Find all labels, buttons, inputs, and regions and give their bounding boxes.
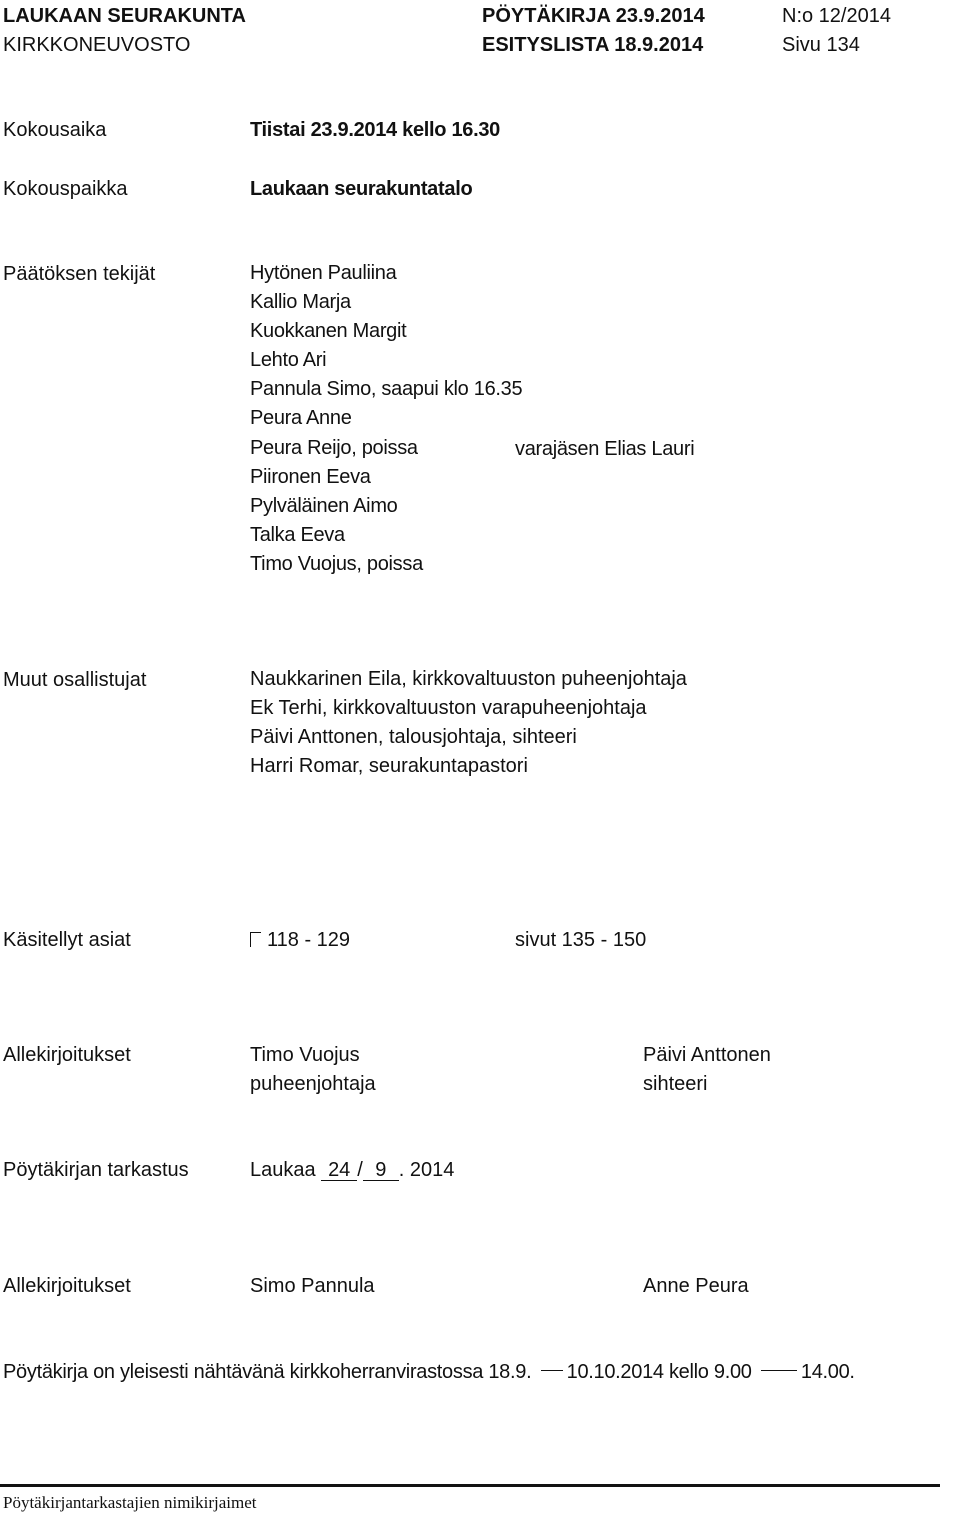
review-label: Pöytäkirjan tarkastus [3,1159,189,1181]
public-notice-text: Pöytäkirja on yleisesti nähtävänä kirkkoherranvirastossa 18.9. [3,1361,532,1383]
meeting-time-label: Kokousaika [3,119,107,141]
member-name: Piironen Eeva [250,465,371,488]
member-name: Lehto Ari [250,349,327,372]
review-month: 9 [363,1160,399,1181]
secretary-role: sihteeri [643,1073,708,1095]
meeting-time-value: Tiistai 23.9.2014 kello 16.30 [250,119,501,141]
doc-title: PÖYTÄKIRJA 23.9.2014 [482,5,705,27]
review-year: . 2014 [398,1159,455,1181]
chair-role: puheenjohtaja [250,1073,376,1095]
secretary-name: Päivi Anttonen [643,1044,771,1066]
reviewer2-name: Anne Peura [643,1275,749,1297]
participant-name: Päivi Anttonen, talousjohtaja, sihteeri [250,726,577,749]
member-name: Peura Reijo, poissa [250,436,418,459]
participant-name: Ek Terhi, kirkkovaltuuston varapuheenjohtaja [250,697,647,720]
participant-name: Naukkarinen Eila, kirkkovaltuuston puheenjohtaja [250,668,687,690]
items-label: Käsitellyt asiat [3,929,131,951]
page-number: Sivu 134 [782,34,860,56]
member-name: Timo Vuojus, poissa [250,552,423,575]
meeting-place-value: Laukaan seurakuntatalo [250,178,473,200]
footer-rule [0,1484,940,1487]
doc-number: N:o 12/2014 [782,5,891,27]
reviewer1-name: Simo Pannula [250,1275,375,1297]
reviewers-label: Allekirjoitukset [3,1275,131,1297]
section-mark-icon [250,932,261,947]
dash [761,1370,797,1371]
member-name: Kallio Marja [250,291,351,314]
items-pages: sivut 135 - 150 [515,929,647,951]
decision-makers-list [250,259,522,579]
member-name: Hytönen Pauliina [250,262,397,284]
agenda-date: ESITYSLISTA 18.9.2014 [482,34,704,56]
review-day: 24 [321,1160,357,1181]
review-date: Laukaa 24 / 9 . 2014 [250,1159,455,1181]
items-sections [250,928,350,952]
member-name: Talka Eeva [250,523,345,546]
member-name: Pylväläinen Aimo [250,494,398,517]
footer-text: Pöytäkirjantarkastajien nimikirjaimet [3,1493,257,1512]
body-name: KIRKKONEUVOSTO [3,34,191,56]
items-sections-value: 118 - 129 [267,929,351,951]
other-participants-label: Muut osallistujat [3,669,147,691]
member-name: Peura Anne [250,407,352,430]
chair-name: Timo Vuojus [250,1044,360,1066]
dash [541,1370,563,1371]
org-name: LAUKAAN SEURAKUNTA [3,5,246,27]
meeting-place-label: Kokouspaikka [3,178,128,200]
review-place: Laukaa [250,1159,316,1181]
other-participants-list [250,665,687,781]
signatures-label: Allekirjoitukset [3,1044,131,1066]
substitute-member: varajäsen Elias Lauri [515,438,695,460]
public-notice-time-end: 14.00. [800,1361,855,1383]
member-name: Kuokkanen Margit [250,320,407,343]
decision-makers-label: Päätöksen tekijät [3,263,156,285]
member-name: Pannula Simo, saapui klo 16.35 [250,378,523,401]
participant-name: Harri Romar, seurakuntapastori [250,755,528,778]
public-notice-date-end: 10.10.2014 kello 9.00 [566,1361,752,1383]
public-notice [3,1360,855,1384]
